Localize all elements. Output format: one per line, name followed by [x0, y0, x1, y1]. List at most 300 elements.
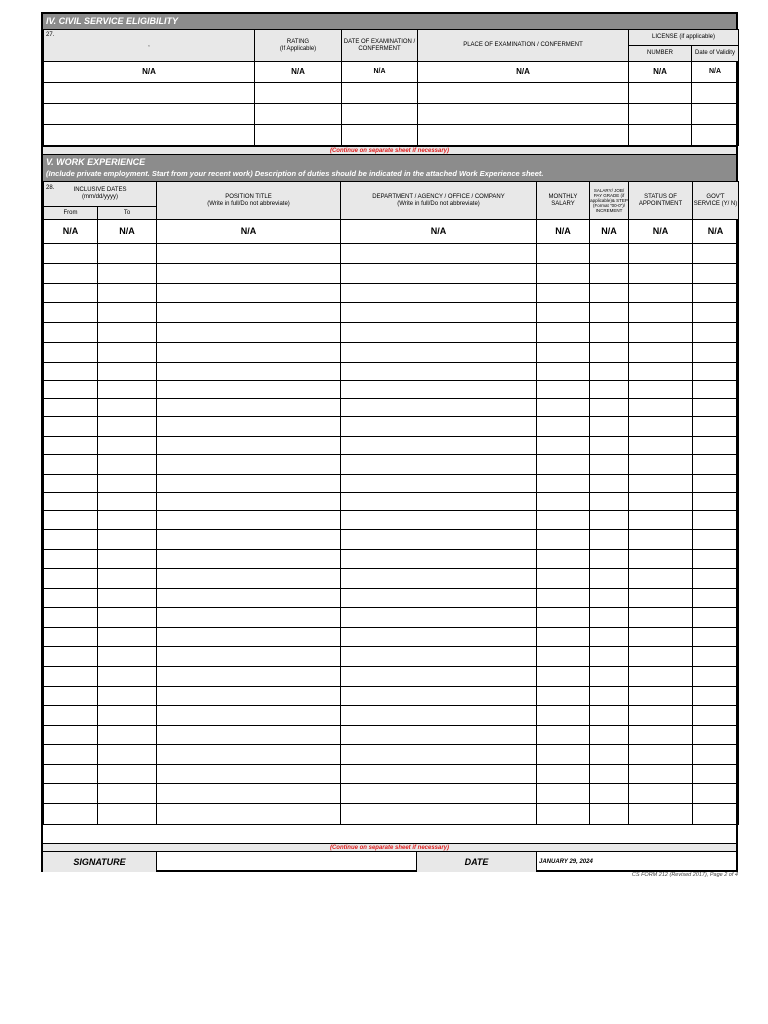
work-cell[interactable] — [537, 667, 590, 687]
work-row — [44, 303, 739, 323]
work-cell[interactable] — [590, 475, 629, 493]
work-cell[interactable] — [590, 264, 629, 284]
work-cell[interactable] — [44, 608, 98, 628]
work-cell[interactable] — [341, 569, 537, 589]
work-cell[interactable] — [590, 455, 629, 475]
work-cell[interactable] — [98, 343, 157, 363]
work-cell[interactable] — [98, 628, 157, 647]
work-cell[interactable] — [157, 647, 341, 667]
work-cell[interactable] — [341, 244, 537, 264]
work-cell[interactable] — [629, 455, 693, 475]
work-cell[interactable] — [98, 455, 157, 475]
work-cell[interactable] — [341, 550, 537, 569]
work-cell[interactable] — [98, 437, 157, 455]
work-cell[interactable] — [157, 264, 341, 284]
work-cell[interactable] — [341, 399, 537, 417]
col-from-header: From — [44, 207, 98, 220]
signature-row — [43, 852, 736, 872]
work-cell[interactable] — [157, 667, 341, 687]
work-cell[interactable] — [629, 264, 693, 284]
work-cell[interactable] — [590, 381, 629, 399]
work-cell[interactable] — [44, 745, 98, 765]
license-validity-cell[interactable]: N/A — [692, 62, 739, 83]
work-cell[interactable] — [590, 647, 629, 667]
work-cell[interactable] — [537, 244, 590, 264]
work-cell[interactable] — [629, 343, 693, 363]
work-cell[interactable] — [157, 455, 341, 475]
work-cell[interactable] — [629, 363, 693, 381]
section-5-subtitle: (Include private employment. Start from your recent work) Description of duties should be indicated in the attached Work Experience sheet. — [46, 169, 544, 178]
work-cell[interactable] — [629, 381, 693, 399]
work-cell[interactable] — [693, 437, 739, 455]
work-cell[interactable] — [98, 726, 157, 745]
work-cell[interactable] — [157, 323, 341, 343]
work-cell[interactable] — [590, 399, 629, 417]
work-cell[interactable] — [537, 455, 590, 475]
col-to-header: To — [98, 207, 157, 220]
signature-label: SIGNATURE — [43, 852, 157, 872]
work-cell[interactable] — [44, 284, 98, 303]
work-row — [44, 784, 739, 804]
work-cell[interactable] — [44, 569, 98, 589]
work-cell[interactable] — [98, 493, 157, 511]
work-cell[interactable] — [629, 608, 693, 628]
work-cell[interactable] — [693, 687, 739, 706]
work-cell[interactable] — [157, 765, 341, 784]
work-cell[interactable] — [590, 608, 629, 628]
work-cell[interactable] — [341, 417, 537, 437]
work-cell[interactable] — [341, 647, 537, 667]
work-cell[interactable] — [44, 784, 98, 804]
work-cell[interactable] — [693, 628, 739, 647]
work-cell[interactable] — [693, 475, 739, 493]
work-cell[interactable] — [629, 765, 693, 784]
work-cell[interactable] — [629, 569, 693, 589]
work-cell[interactable] — [590, 784, 629, 804]
work-cell[interactable] — [157, 687, 341, 706]
work-cell[interactable] — [98, 244, 157, 264]
work-cell[interactable] — [157, 284, 341, 303]
work-cell[interactable] — [693, 417, 739, 437]
work-cell[interactable] — [44, 493, 98, 511]
work-cell[interactable] — [44, 417, 98, 437]
work-cell[interactable] — [629, 804, 693, 825]
work-cell[interactable] — [693, 784, 739, 804]
work-cell[interactable] — [537, 303, 590, 323]
work-cell[interactable] — [341, 726, 537, 745]
work-cell[interactable] — [44, 667, 98, 687]
col-license-header: LICENSE (if applicable) — [629, 30, 739, 46]
work-row — [44, 220, 739, 244]
work-cell[interactable] — [693, 363, 739, 381]
work-cell[interactable] — [341, 511, 537, 530]
salary-cell[interactable]: N/A — [537, 220, 590, 244]
work-cell[interactable] — [44, 647, 98, 667]
exam-date-cell[interactable]: N/A — [342, 62, 418, 83]
work-cell[interactable] — [157, 569, 341, 589]
work-cell[interactable] — [341, 363, 537, 381]
work-row — [44, 455, 739, 475]
work-cell[interactable] — [537, 323, 590, 343]
work-cell[interactable] — [537, 706, 590, 726]
work-cell[interactable] — [98, 323, 157, 343]
work-row — [44, 550, 739, 569]
work-cell[interactable] — [341, 745, 537, 765]
work-cell[interactable] — [693, 765, 739, 784]
col-exam-place-header: PLACE OF EXAMINATION / CONFERMENT — [418, 30, 629, 62]
work-cell[interactable] — [537, 589, 590, 608]
work-row — [44, 804, 739, 825]
work-cell[interactable] — [590, 530, 629, 550]
work-cell[interactable] — [693, 303, 739, 323]
work-cell[interactable] — [44, 455, 98, 475]
work-row — [44, 363, 739, 381]
work-cell[interactable] — [341, 589, 537, 608]
work-cell[interactable] — [693, 381, 739, 399]
work-cell[interactable] — [157, 363, 341, 381]
work-cell[interactable] — [537, 765, 590, 784]
work-cell[interactable] — [693, 804, 739, 825]
work-cell[interactable] — [537, 647, 590, 667]
work-cell[interactable] — [693, 493, 739, 511]
work-cell[interactable] — [157, 550, 341, 569]
work-cell[interactable] — [693, 726, 739, 745]
work-cell[interactable] — [98, 264, 157, 284]
work-cell[interactable] — [693, 550, 739, 569]
work-cell[interactable] — [157, 244, 341, 264]
work-cell[interactable] — [44, 363, 98, 381]
work-cell[interactable] — [44, 475, 98, 493]
work-cell[interactable] — [157, 493, 341, 511]
work-cell[interactable] — [98, 381, 157, 399]
work-cell[interactable] — [44, 244, 98, 264]
work-cell[interactable] — [590, 417, 629, 437]
work-row — [44, 475, 739, 493]
work-row — [44, 628, 739, 647]
work-cell[interactable] — [98, 647, 157, 667]
work-cell[interactable] — [537, 475, 590, 493]
work-cell[interactable] — [341, 303, 537, 323]
work-cell[interactable] — [537, 264, 590, 284]
work-cell[interactable] — [590, 667, 629, 687]
work-cell[interactable] — [537, 726, 590, 745]
work-cell[interactable] — [629, 475, 693, 493]
work-cell[interactable] — [537, 804, 590, 825]
work-cell[interactable] — [537, 343, 590, 363]
work-cell[interactable] — [537, 511, 590, 530]
work-cell[interactable] — [157, 437, 341, 455]
work-cell[interactable] — [537, 550, 590, 569]
work-cell[interactable] — [537, 608, 590, 628]
col-status-header: STATUS OF APPOINTMENT — [629, 182, 693, 220]
work-cell[interactable] — [537, 417, 590, 437]
pds-page-2 — [41, 12, 738, 872]
work-cell[interactable] — [157, 589, 341, 608]
work-row — [44, 647, 739, 667]
work-cell[interactable] — [537, 569, 590, 589]
work-cell[interactable] — [157, 417, 341, 437]
work-cell[interactable] — [341, 530, 537, 550]
exam-place-cell[interactable]: N/A — [418, 62, 629, 83]
work-cell[interactable] — [98, 530, 157, 550]
work-cell[interactable] — [98, 399, 157, 417]
work-cell[interactable] — [693, 284, 739, 303]
grade-cell[interactable]: N/A — [590, 220, 629, 244]
work-cell[interactable] — [98, 608, 157, 628]
work-cell[interactable] — [157, 343, 341, 363]
work-cell[interactable] — [537, 363, 590, 381]
work-cell[interactable] — [693, 244, 739, 264]
work-row — [44, 511, 739, 530]
work-cell[interactable] — [341, 437, 537, 455]
work-cell[interactable] — [590, 244, 629, 264]
item-27-number: 27. — [46, 32, 55, 38]
work-cell[interactable] — [341, 804, 537, 825]
work-row — [44, 264, 739, 284]
work-cell[interactable] — [629, 628, 693, 647]
work-cell[interactable] — [629, 667, 693, 687]
work-cell[interactable] — [590, 550, 629, 569]
work-cell[interactable] — [629, 550, 693, 569]
work-cell[interactable] — [693, 745, 739, 765]
work-row — [44, 687, 739, 706]
work-cell[interactable] — [157, 381, 341, 399]
work-cell[interactable] — [590, 284, 629, 303]
work-cell[interactable] — [341, 493, 537, 511]
signature-field[interactable] — [157, 852, 417, 872]
work-cell[interactable] — [629, 437, 693, 455]
work-row — [44, 589, 739, 608]
work-cell[interactable] — [44, 687, 98, 706]
work-cell[interactable] — [44, 511, 98, 530]
work-cell[interactable] — [693, 608, 739, 628]
work-cell[interactable] — [537, 284, 590, 303]
work-row — [44, 667, 739, 687]
work-cell[interactable] — [590, 363, 629, 381]
work-cell[interactable] — [629, 244, 693, 264]
work-cell[interactable] — [537, 628, 590, 647]
work-cell[interactable] — [537, 687, 590, 706]
work-cell[interactable] — [341, 706, 537, 726]
work-cell[interactable] — [590, 589, 629, 608]
work-cell[interactable] — [629, 530, 693, 550]
eligibility-row — [44, 104, 739, 125]
work-cell[interactable] — [537, 530, 590, 550]
work-cell[interactable] — [98, 804, 157, 825]
work-cell[interactable] — [693, 399, 739, 417]
work-cell[interactable] — [629, 511, 693, 530]
work-cell[interactable] — [98, 765, 157, 784]
continue-note-eligibility: (Continue on separate sheet if necessary) — [43, 146, 736, 155]
department-cell[interactable]: N/A — [341, 220, 537, 244]
work-cell[interactable] — [693, 511, 739, 530]
work-cell[interactable] — [537, 784, 590, 804]
work-row — [44, 706, 739, 726]
section-5-header — [43, 155, 736, 181]
work-cell[interactable] — [341, 455, 537, 475]
work-cell[interactable] — [537, 493, 590, 511]
work-cell[interactable] — [693, 343, 739, 363]
eligibility-cell[interactable]: N/A — [44, 62, 255, 83]
work-cell[interactable] — [629, 706, 693, 726]
rating-cell[interactable]: N/A — [255, 62, 342, 83]
eligibility-row — [44, 83, 739, 104]
work-cell[interactable] — [629, 284, 693, 303]
work-cell[interactable] — [44, 323, 98, 343]
work-cell[interactable] — [44, 550, 98, 569]
work-cell[interactable] — [44, 804, 98, 825]
work-cell[interactable] — [341, 343, 537, 363]
work-cell[interactable] — [157, 530, 341, 550]
section-5-title: V. WORK EXPERIENCE — [46, 157, 146, 167]
work-cell[interactable] — [44, 437, 98, 455]
work-cell[interactable] — [693, 455, 739, 475]
work-cell[interactable] — [537, 745, 590, 765]
work-cell[interactable] — [590, 804, 629, 825]
section-4-title: IV. CIVIL SERVICE ELIGIBILITY — [43, 14, 736, 29]
work-cell[interactable] — [629, 399, 693, 417]
work-cell[interactable] — [629, 726, 693, 745]
work-cell[interactable] — [341, 687, 537, 706]
work-cell[interactable] — [157, 784, 341, 804]
work-cell[interactable] — [341, 784, 537, 804]
work-cell[interactable] — [693, 667, 739, 687]
work-cell[interactable] — [590, 511, 629, 530]
work-cell[interactable] — [98, 475, 157, 493]
work-cell[interactable] — [44, 589, 98, 608]
work-cell[interactable] — [629, 323, 693, 343]
work-cell[interactable] — [44, 303, 98, 323]
work-cell[interactable] — [590, 765, 629, 784]
work-cell[interactable] — [693, 530, 739, 550]
eligibility-row — [44, 62, 739, 83]
work-cell[interactable] — [590, 343, 629, 363]
work-cell[interactable] — [341, 475, 537, 493]
work-cell[interactable] — [629, 687, 693, 706]
work-cell[interactable] — [590, 303, 629, 323]
work-cell[interactable] — [590, 493, 629, 511]
work-cell[interactable] — [98, 687, 157, 706]
work-cell[interactable] — [157, 706, 341, 726]
position-cell[interactable]: N/A — [157, 220, 341, 244]
work-row — [44, 765, 739, 784]
work-cell[interactable] — [44, 381, 98, 399]
work-cell[interactable] — [590, 437, 629, 455]
work-cell[interactable] — [157, 511, 341, 530]
work-cell[interactable] — [44, 765, 98, 784]
status-cell[interactable]: N/A — [629, 220, 693, 244]
work-cell[interactable] — [98, 511, 157, 530]
work-cell[interactable] — [590, 687, 629, 706]
col-govt-service-header: GOV'T SERVICE (Y/ N) — [693, 182, 739, 220]
work-cell[interactable] — [98, 550, 157, 569]
work-cell[interactable] — [98, 303, 157, 323]
work-cell[interactable] — [157, 608, 341, 628]
work-row — [44, 284, 739, 303]
from-cell[interactable]: N/A — [44, 220, 98, 244]
work-cell[interactable] — [629, 417, 693, 437]
work-cell[interactable] — [341, 608, 537, 628]
work-cell[interactable] — [157, 804, 341, 825]
date-field[interactable]: JANUARY 29, 2024 — [539, 859, 593, 865]
work-cell[interactable] — [44, 264, 98, 284]
work-cell[interactable] — [537, 399, 590, 417]
work-cell[interactable] — [629, 784, 693, 804]
work-cell[interactable] — [629, 745, 693, 765]
to-cell[interactable]: N/A — [98, 220, 157, 244]
work-cell[interactable] — [629, 493, 693, 511]
work-cell[interactable] — [157, 745, 341, 765]
work-cell[interactable] — [590, 569, 629, 589]
work-cell[interactable] — [590, 745, 629, 765]
work-cell[interactable] — [341, 667, 537, 687]
license-number-cell[interactable]: N/A — [629, 62, 692, 83]
work-cell[interactable] — [693, 706, 739, 726]
work-cell[interactable] — [693, 323, 739, 343]
work-cell[interactable] — [341, 628, 537, 647]
work-cell[interactable] — [629, 647, 693, 667]
work-cell[interactable] — [44, 628, 98, 647]
work-cell[interactable] — [98, 745, 157, 765]
work-cell[interactable] — [44, 530, 98, 550]
work-cell[interactable] — [590, 323, 629, 343]
work-cell[interactable] — [98, 784, 157, 804]
work-cell[interactable] — [341, 323, 537, 343]
work-cell[interactable] — [693, 569, 739, 589]
work-cell[interactable] — [693, 589, 739, 608]
work-cell[interactable] — [98, 417, 157, 437]
work-cell[interactable] — [157, 726, 341, 745]
work-cell[interactable] — [157, 399, 341, 417]
govt-service-cell[interactable]: N/A — [693, 220, 739, 244]
work-cell[interactable] — [341, 264, 537, 284]
work-row — [44, 381, 739, 399]
work-cell[interactable] — [98, 569, 157, 589]
work-cell[interactable] — [98, 363, 157, 381]
col-inclusive-dates-header: 28. INCLUSIVE DATES (mm/dd/yyyy) — [44, 182, 157, 207]
work-cell[interactable] — [693, 647, 739, 667]
work-cell[interactable] — [44, 726, 98, 745]
col-salary-grade-header: SALARY/ JOB/ PAY GRADE (if applicable)& STEP (Format "00-0")/ INCREMENT — [590, 182, 629, 220]
work-cell[interactable] — [157, 303, 341, 323]
work-cell[interactable] — [341, 381, 537, 399]
work-cell[interactable] — [44, 706, 98, 726]
work-cell[interactable] — [341, 284, 537, 303]
work-cell[interactable] — [590, 628, 629, 647]
work-cell[interactable] — [590, 706, 629, 726]
work-row — [44, 244, 739, 264]
work-cell[interactable] — [44, 399, 98, 417]
work-cell[interactable] — [629, 589, 693, 608]
work-cell[interactable] — [157, 628, 341, 647]
work-cell[interactable] — [341, 765, 537, 784]
work-row — [44, 417, 739, 437]
work-cell[interactable] — [157, 475, 341, 493]
work-cell[interactable] — [537, 437, 590, 455]
work-cell[interactable] — [98, 589, 157, 608]
date-label: DATE — [417, 852, 537, 872]
work-cell[interactable] — [44, 343, 98, 363]
work-cell[interactable] — [629, 303, 693, 323]
work-row — [44, 530, 739, 550]
work-cell[interactable] — [693, 264, 739, 284]
col-department-header: DEPARTMENT / AGENCY / OFFICE / COMPANY (Write in full/Do not abbreviate) — [341, 182, 537, 220]
work-cell[interactable] — [98, 706, 157, 726]
work-cell[interactable] — [590, 726, 629, 745]
work-cell[interactable] — [98, 284, 157, 303]
work-cell[interactable] — [98, 667, 157, 687]
work-cell[interactable] — [537, 381, 590, 399]
